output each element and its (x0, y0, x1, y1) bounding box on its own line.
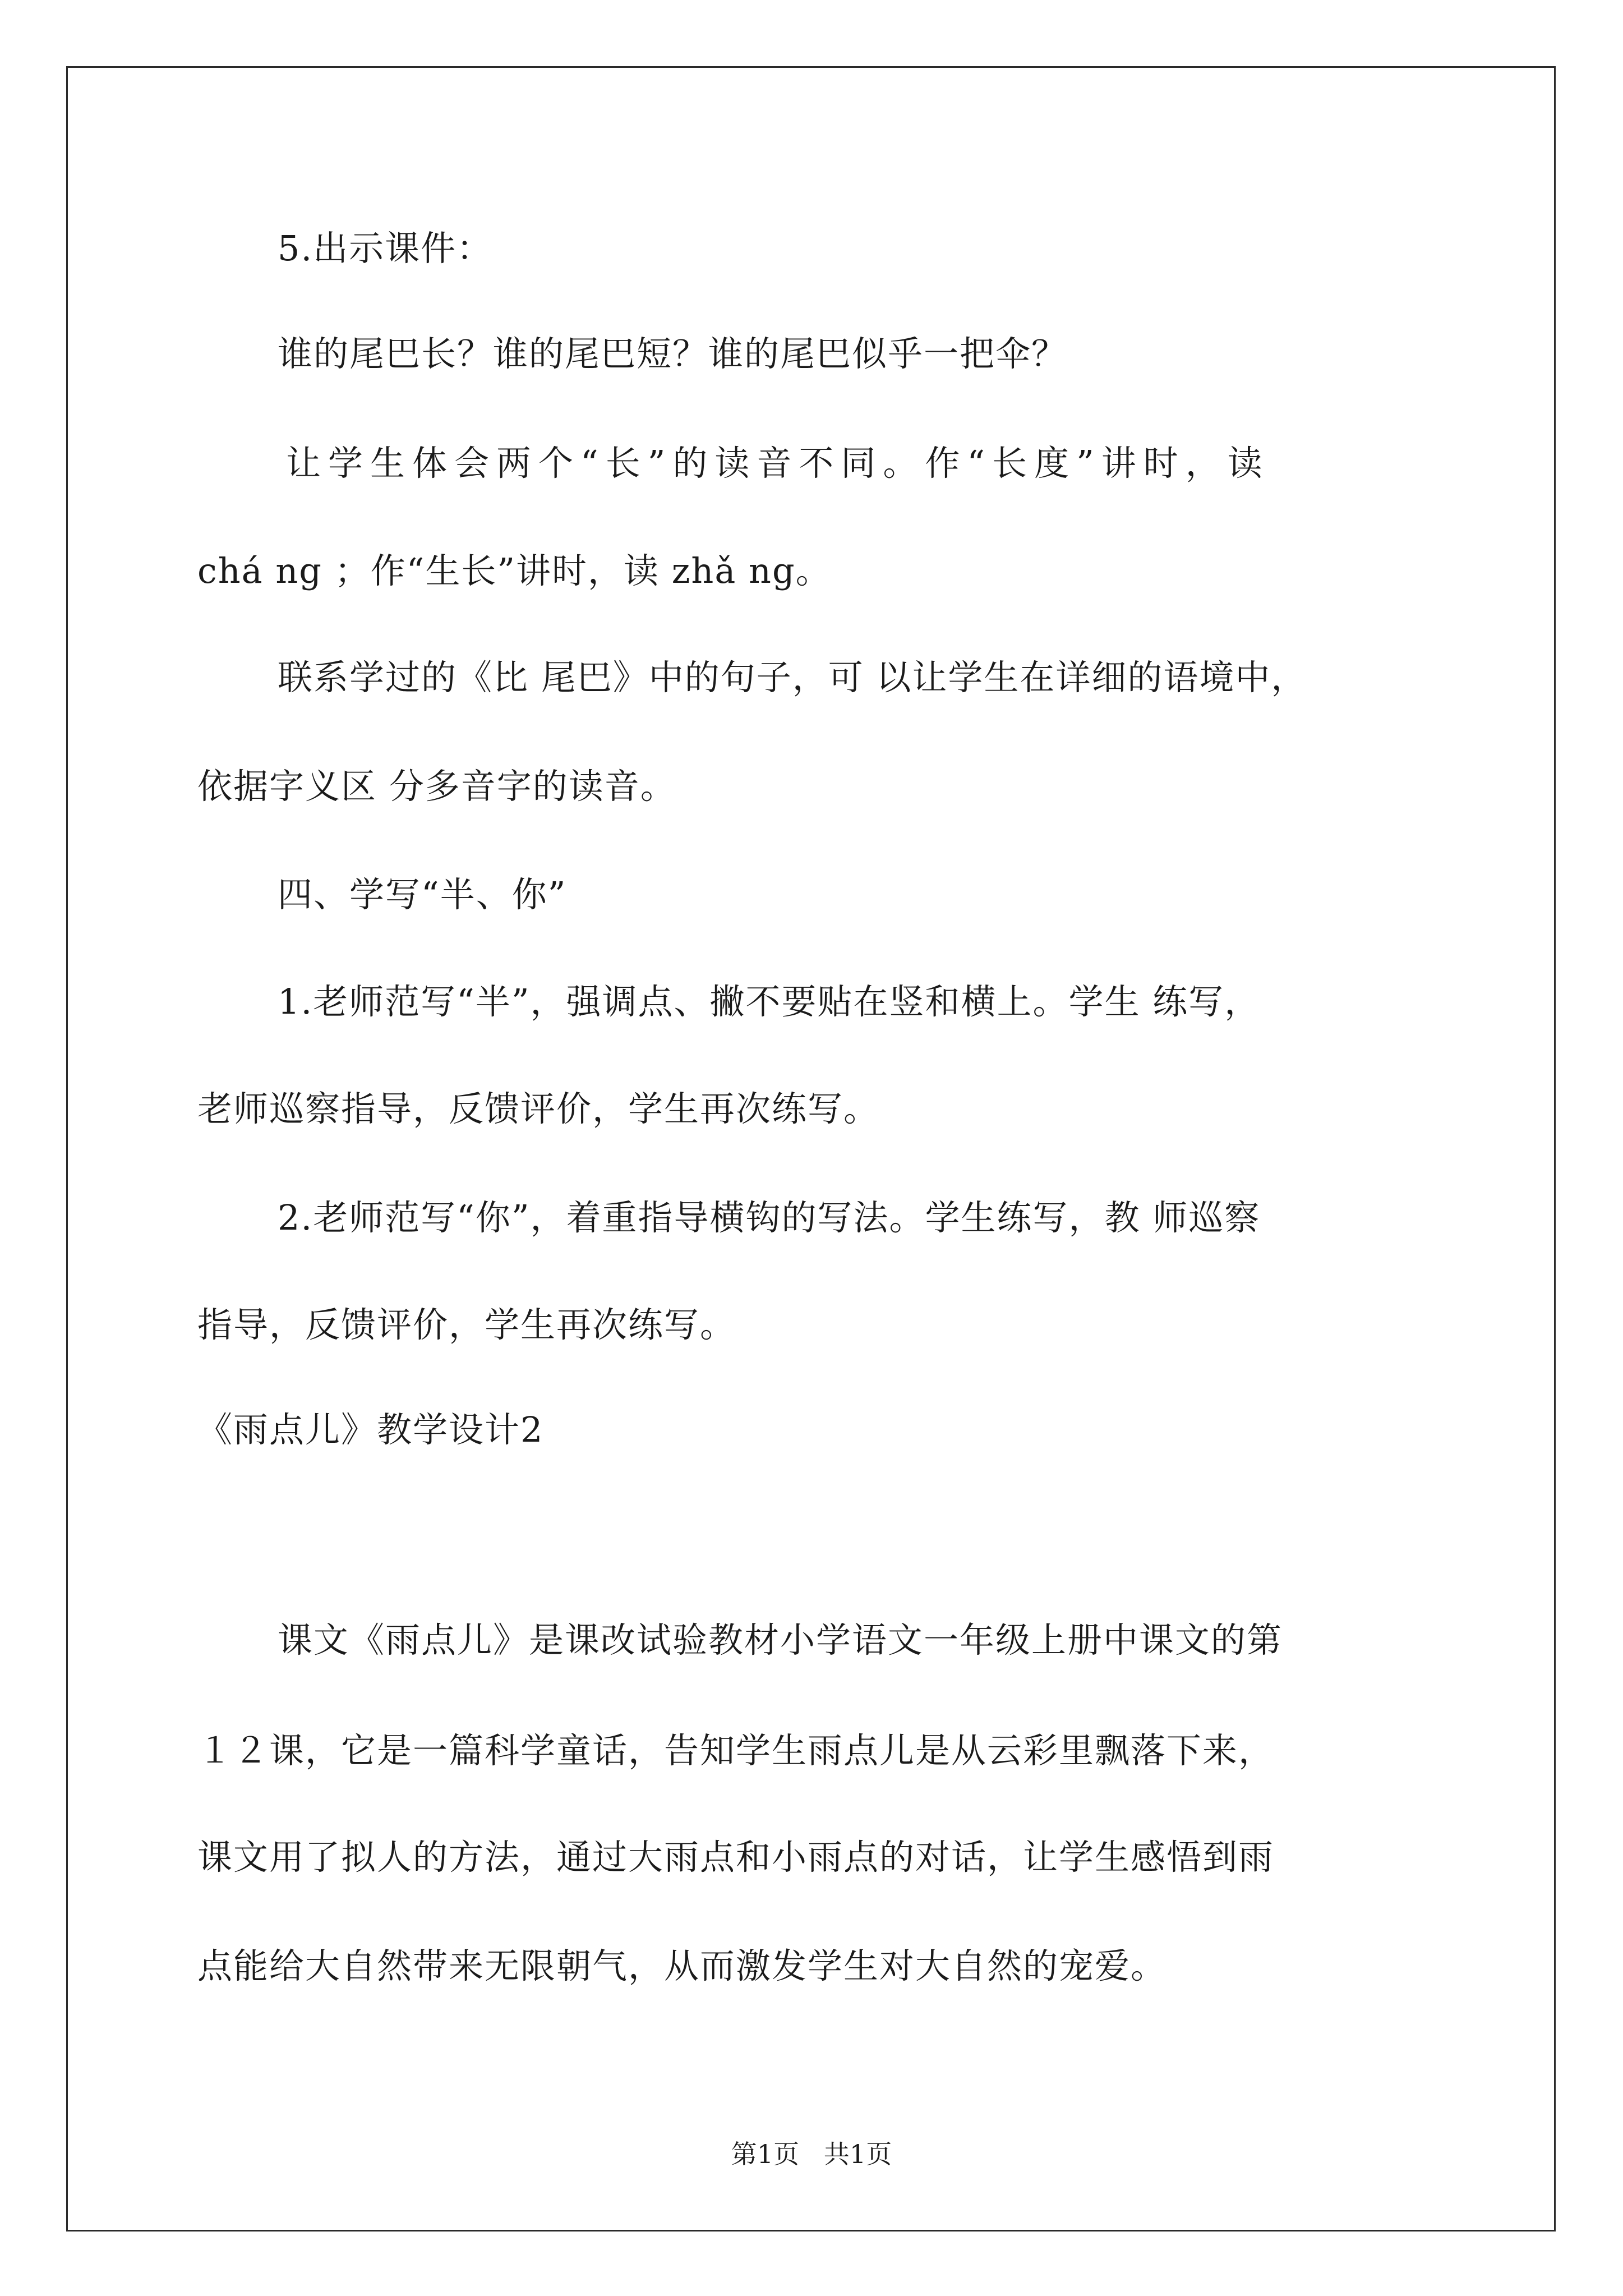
paragraph-line: 1.老师范写“半”，强调点、撇不要贴在竖和横上。学生 练写， (278, 981, 1261, 1022)
paragraph-line: chá ng ；作“生长”讲时，读 zhǎ ng。 (197, 550, 832, 591)
section-heading: 四、学写“半、你” (278, 874, 567, 915)
paragraph-line: １２课，它是一篇科学童话，告知学生雨点儿是从云彩里飘落下来， (197, 1730, 1275, 1771)
paragraph-line: 依据字义区 分多音字的读音。 (197, 766, 676, 807)
paragraph-line: 指导，反馈评价，学生再次练写。 (197, 1304, 736, 1345)
paragraph-line: 联系学过的《比 尾巴》中的句子，可 以让学生在详细的语境中， (278, 657, 1307, 698)
paragraph-line: 点能给大自然带来无限朝气，从而激发学生对大自然的宠爱。 (197, 1945, 1167, 1986)
page-border (66, 66, 1556, 2231)
paragraph-line: 课文《雨点儿》是课改试验教材小学语文一年级上册中课文的第 (278, 1619, 1283, 1660)
paragraph-line: 课文用了拟人的方法，通过大雨点和小雨点的对话，让学生感悟到雨 (197, 1837, 1275, 1878)
document-title: 《雨点儿》教学设计2 (197, 1409, 544, 1450)
paragraph-line: 2.老师范写“你”，着重指导横钩的写法。学生练写，教 师巡察 (278, 1197, 1261, 1238)
paragraph-line: 5.出示课件： (278, 228, 493, 269)
paragraph-line: 谁的尾巴长？谁的尾巴短？谁的尾巴似乎一把伞？ (278, 333, 1068, 374)
paragraph-line: 让学生体会两个“长”的读音不同。作“长度”讲时，读 (286, 443, 1270, 484)
page-number-footer: 第1页 共1页 (731, 2139, 892, 2169)
paragraph-line: 老师巡察指导，反馈评价，学生再次练写。 (197, 1088, 880, 1129)
